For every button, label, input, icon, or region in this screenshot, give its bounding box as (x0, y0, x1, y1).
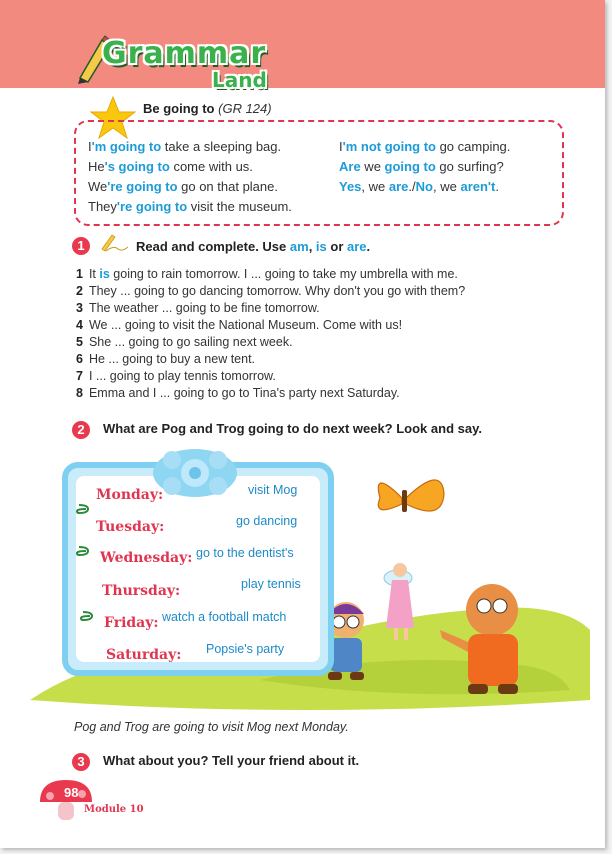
mushroom-page-badge (36, 776, 96, 824)
exercise-2-instruction: What are Pog and Trog going to do next week? Look and say. (103, 421, 482, 436)
schedule-day: Friday: (104, 615, 159, 631)
paper-clip-icon (80, 610, 94, 626)
schedule-day: Saturday: (106, 647, 182, 663)
logo-sub-text: Land (212, 68, 267, 92)
butterfly-icon (378, 480, 444, 512)
exercise-1-item: 8 Emma and I ... going to go to Tina's party next Saturday. (76, 386, 400, 400)
logo-main-text: Grammar (102, 36, 267, 71)
page-number: 98 (64, 785, 79, 800)
section-title-text: Be going to (143, 101, 215, 116)
paper-clip-icon (76, 545, 90, 561)
grammar-negative-example: I'm not going to go camping. (339, 139, 511, 154)
section-title (143, 101, 272, 116)
grammar-reference: (GR 124) (218, 101, 272, 116)
exercise-1-instruction: Read and complete. Use am, is or are. (136, 239, 371, 254)
flower-icon (150, 446, 240, 500)
schedule-activity: watch a football match (162, 610, 287, 624)
exercise-1-item: 6 He ... going to buy a new tent. (76, 352, 256, 366)
grammar-land-logo (72, 30, 292, 100)
exercise-1-item: 1 It is going to rain tomorrow. I ... going to take my umbrella with me. (76, 267, 458, 281)
module-label: Module 10 (84, 804, 144, 815)
exercise-2-number: 2 (72, 421, 90, 439)
paper-clip-icon (76, 503, 90, 519)
grammar-example-2: He's going to come with us. (88, 159, 253, 174)
grammar-question-example: Are we going to go surfing? (339, 159, 504, 174)
schedule-day: Tuesday: (96, 519, 165, 535)
schedule-activity: play tennis (241, 577, 301, 591)
schedule-activity: visit Mog (248, 483, 298, 497)
exercise-1-number: 1 (72, 237, 90, 255)
pencil-writing-icon (100, 233, 130, 253)
exercise-1-item: 3 The weather ... going to be fine tomorrow. (76, 301, 320, 315)
example-caption: Pog and Trog are going to visit Mog next Monday. (74, 720, 349, 734)
schedule-activity: go dancing (236, 514, 298, 528)
exercise-1-item: 7 I ... going to play tennis tomorrow. (76, 369, 276, 383)
grammar-short-answer-example: Yes, we are./No, we aren't. (339, 179, 499, 194)
grammar-example-4: They're going to visit the museum. (88, 199, 292, 214)
exercise-3-instruction: What about you? Tell your friend about it. (103, 753, 360, 768)
schedule-paper (76, 476, 320, 662)
grammar-example-3: We're going to go on that plane. (88, 179, 278, 194)
schedule-day: Monday: (96, 487, 164, 503)
exercise-1-item: 4 We ... going to visit the National Museum. Come with us! (76, 318, 403, 332)
grammar-example-1: I'm going to take a sleeping bag. (88, 139, 282, 154)
schedule-activity: Popsie's party (206, 642, 285, 656)
exercise-1-item: 2 They ... going to go dancing tomorrow. Why don't you go with them? (76, 284, 466, 298)
schedule-day: Wednesday: (100, 550, 193, 566)
schedule-day: Thursday: (102, 583, 181, 599)
exercise-3-number: 3 (72, 753, 90, 771)
exercise-1-item: 5 She ... going to go sailing next week. (76, 335, 293, 349)
schedule-activity: go to the dentist's (196, 546, 294, 560)
